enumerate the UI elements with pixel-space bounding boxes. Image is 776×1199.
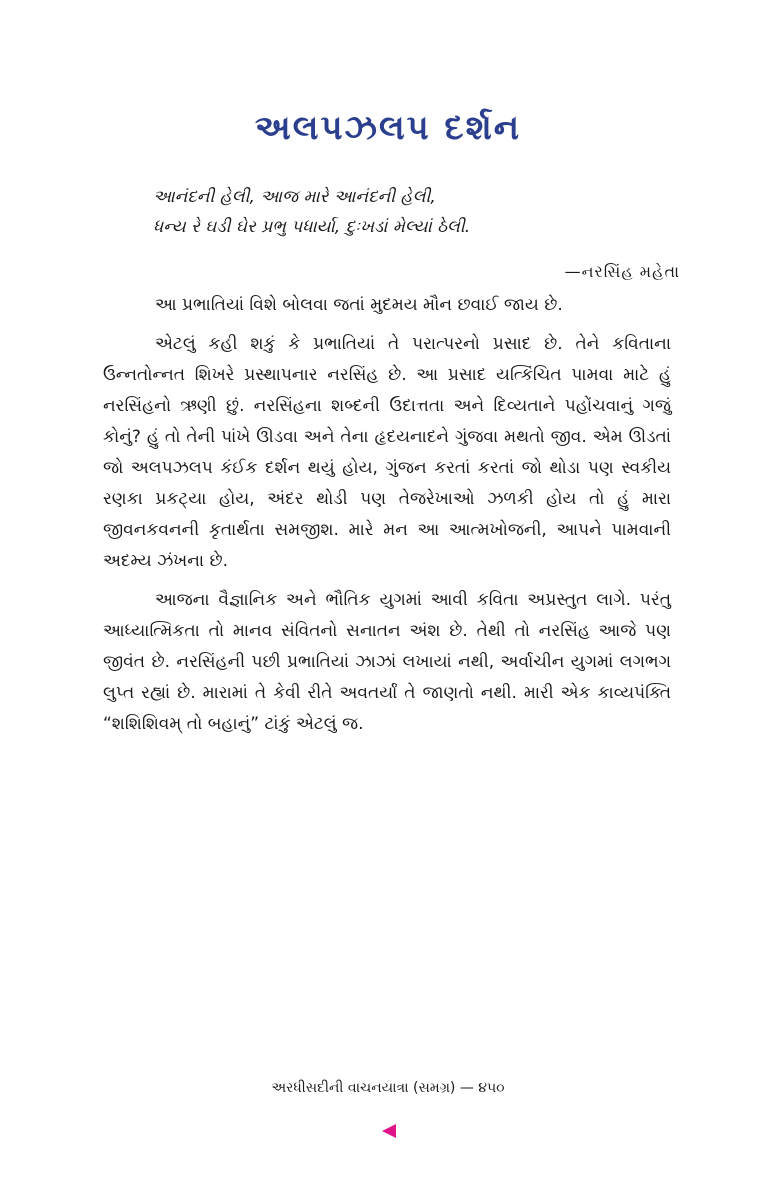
paragraph-1: આ પ્રભાતિયાં વિશે બોલવા જતાં મુદમય મૌન છવાઈ જાય છે.	[155, 295, 563, 315]
poem-quote	[153, 182, 673, 242]
poem-line-1: આનંદની હેલી, આજ મારે આનંદની હેલી,	[153, 187, 436, 207]
footer-book-title: અરધીસદીની વાચનયાત્રા (સમગ્ર)	[271, 1080, 456, 1096]
page-footer	[0, 1080, 776, 1096]
paragraph-2: એટલું કહી શકું કે પ્રભાતિયાં તે પરાત્પરનો પ્રસાદ છે. તેને કવિતાના ઉન્નતોન્નત શિખરે પ્રસ્થાપનાર નરસિંહ છે. આ પ્રસાદ યત્કિંચિત પામવા માટે હું નરસિંહનો ઋણી છું. નરસિંહના શબ્દની ઉદાત્તતા અને દિવ્યતાને પહોંચવાનું ગજું કોનું? હું તો તેની પાંખે ઊડવા અને તેના હૃદયનાદને ગુંજવા મથતો જીવ. એમ ઊડતાં જો અલપઝલપ કંઈક દર્શન થયું હોય, ગુંજન કરતાં કરતાં જો થોડા પણ સ્વકીય રણકા પ્રકટ્યા હોય, અંદર થોડી પણ તેજરેખાઓ ઝળકી હોય તો હું મારા જીવનકવનની કૃતાર્થતા સમજીશ. મારે મન આ આત્મખોજની, આપને પામવાની અદમ્ય ઝંખના છે.	[103, 334, 671, 571]
poem-line-2: ધન્ય રે ઘડી ઘેર પ્રભુ પધાર્યા, દુઃખડાં મેલ્યાં ઠેલી.	[153, 217, 471, 237]
body-text	[103, 290, 671, 748]
poem-attribution: —નરસિંહ મહેતા	[564, 262, 680, 281]
footer-page-number: ૪૫૦	[478, 1080, 505, 1096]
page-title: અલપઝલપ દર્શન	[254, 108, 522, 148]
paragraph-3: આજના વૈજ્ઞાનિક અને ભૌતિક યુગમાં આવી કવિતા અપ્રસ્તુત લાગે. પરંતુ આધ્યાત્મિકતા તો માનવ સંવિતનો સનાતન અંશ છે. તેથી તો નરસિંહ આજે પણ જીવંત છે. નરસિંહની પછી પ્રભાતિયાં ઝાઝાં લખાયાં નથી, અર્વાચીન યુગમાં લગભગ લુપ્ત રહ્યાં છે. મારામાં તે કેવી રીતે અવતર્યાં તે જાણતો નથી. મારી એક કાવ્યપંક્તિ “શશિશિવમ્ તો બહાનું” ટાંકું એટલું જ.	[103, 590, 671, 734]
footer-separator: —	[459, 1080, 474, 1096]
previous-page-icon[interactable]	[382, 1124, 396, 1138]
